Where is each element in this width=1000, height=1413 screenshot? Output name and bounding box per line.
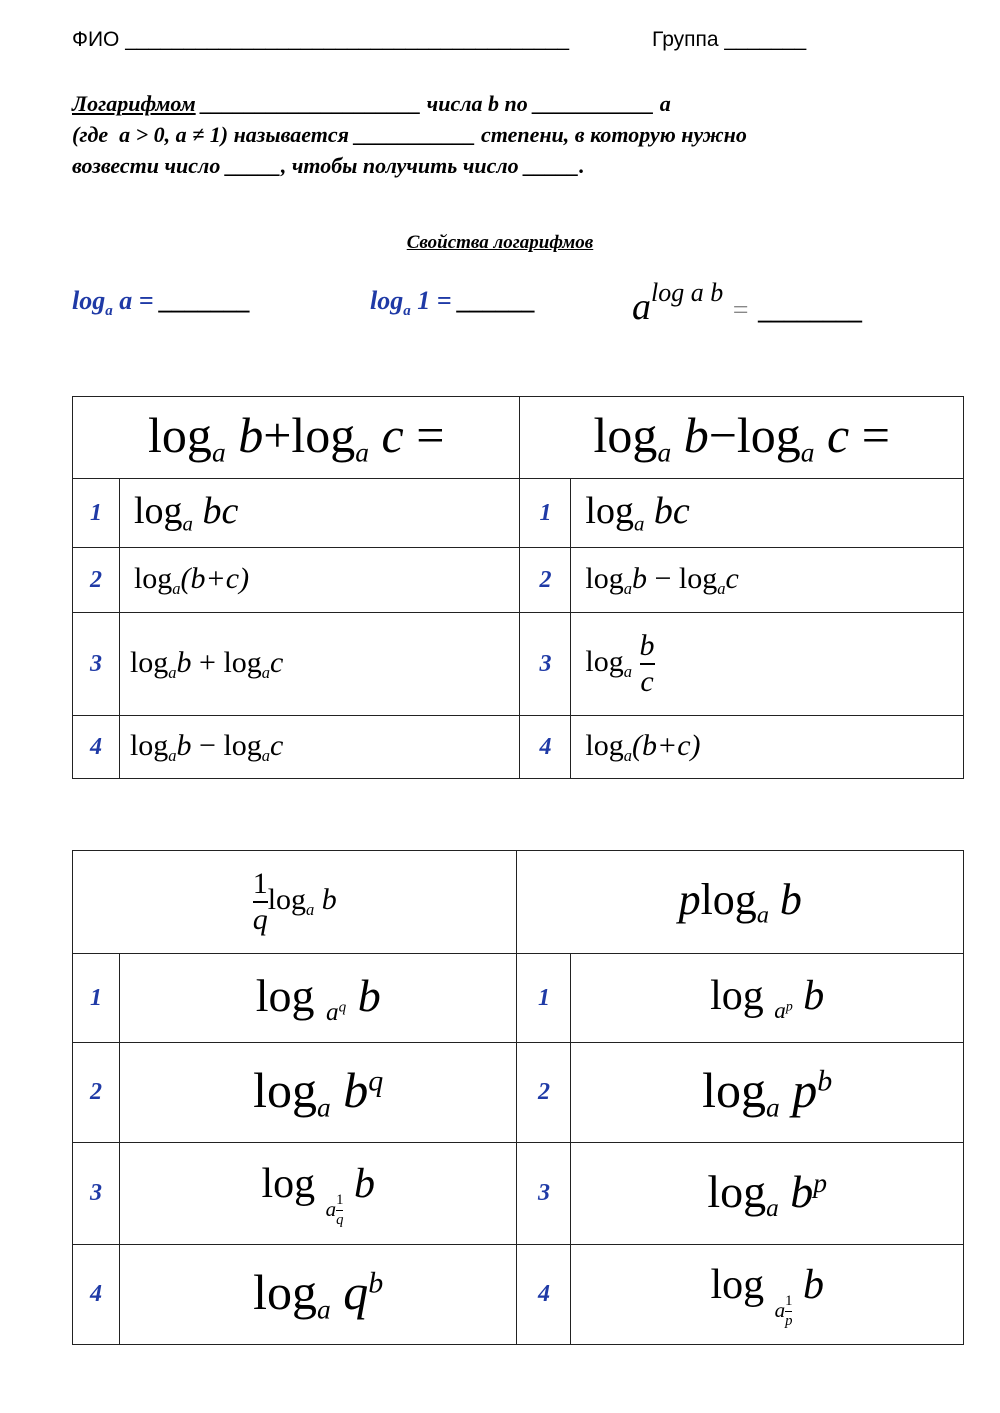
option-number: 3 [520,613,571,716]
option-number: 2 [73,1043,120,1143]
answer-option[interactable]: $\log_a$ $\frac{b}{c}$ [571,613,964,716]
answer-option[interactable]: $\log_ab - \log_ac$ [119,716,520,779]
table-header-row [73,851,964,954]
header-reciprocal: $\frac{1}{q}$ $\log_a b$ [73,851,517,954]
fraction: $\frac{1}{q}$ [252,867,268,936]
option-number: 1 [520,479,571,548]
answer-option[interactable]: $\log_a p^b$ [571,1043,964,1143]
header-difference: $\log_a b-\log_a$ c = [520,397,964,479]
table-row [73,716,964,779]
property-blank: _______ [160,286,252,315]
definition-line3: возвести число _____, чтобы получить число _____. [72,153,585,178]
fraction: $\frac{1}{q}$ [336,1191,344,1228]
definition-line2: (где a > 0, a ≠ 1) называется ___________ степени, в которую нужно [72,122,747,147]
table-row [73,1245,964,1345]
table-row [73,1043,964,1143]
option-number: 1 [73,954,120,1043]
name-label: ФИО [72,28,120,51]
coefficient-table [72,850,964,1345]
sum-difference-table [72,396,964,779]
answer-option[interactable]: $\log_a$ bc [571,479,964,548]
answer-option[interactable]: $\log_ab - \log_ac$ [571,548,964,613]
group-field [652,28,806,52]
answer-option[interactable]: log $_{a^q}$ b [119,954,517,1043]
fraction: $\frac{b}{c}$ [639,629,655,698]
property-a-pow-log: $a^{log a b}$ = ________ [632,278,863,328]
option-number: 4 [520,716,571,779]
table-row [73,1143,964,1245]
option-number: 3 [73,613,120,716]
option-number: 1 [517,954,571,1043]
option-number: 2 [73,548,120,613]
option-number: 4 [73,716,120,779]
option-number: 3 [517,1143,571,1245]
table-row [73,548,964,613]
header-sum: $\log_a b+\log_a$ c = [73,397,520,479]
table-header-row [73,397,964,479]
fraction: $\frac{1}{p}$ [785,1292,793,1329]
property-blank: ________ [758,296,863,325]
name-field [72,28,569,52]
answer-option[interactable]: $\log_a b^q$ [119,1043,517,1143]
table-row [73,479,964,548]
answer-option[interactable]: log $_{a^p}$ b [571,954,964,1043]
name-blank: ______________________________________ [125,28,570,51]
table-row [73,613,964,716]
answer-option[interactable]: log a $\frac{1}{p}$ b [571,1245,964,1345]
answer-option[interactable]: $\log_ab + \log_ac$ [119,613,520,716]
answer-option[interactable]: $\log_a b^p$ [571,1143,964,1245]
property-log-a-a: $\log_a a$ = _______ [72,286,252,320]
option-number: 1 [73,479,120,548]
answer-option[interactable]: $\log_a(b+c)$ [119,548,520,613]
answer-option[interactable]: $\log_a$ bc [119,479,520,548]
header-coefficient: plog$_a$ b [517,851,964,954]
definition-term: Логарифмом [72,91,196,116]
property-log-a-1: $\log_a 1$ = ______ [370,286,537,320]
answer-option[interactable]: $\log_a(b+c)$ [571,716,964,779]
option-number: 4 [517,1245,571,1345]
option-number: 3 [73,1143,120,1245]
option-number: 4 [73,1245,120,1345]
definition-text [72,88,952,181]
option-number: 2 [517,1043,571,1143]
definition-line1: ____________________ числа b по ___________ a [195,91,671,116]
answer-option[interactable]: $\log_a q^b$ [119,1245,517,1345]
property-blank: ______ [458,286,537,315]
option-number: 2 [520,548,571,613]
section-title: Свойства логарифмов [406,232,594,253]
group-blank: _______ [724,28,807,51]
table-row [73,954,964,1043]
answer-option[interactable]: log a $\frac{1}{q}$ b [119,1143,517,1245]
group-label: Группа [652,28,719,51]
